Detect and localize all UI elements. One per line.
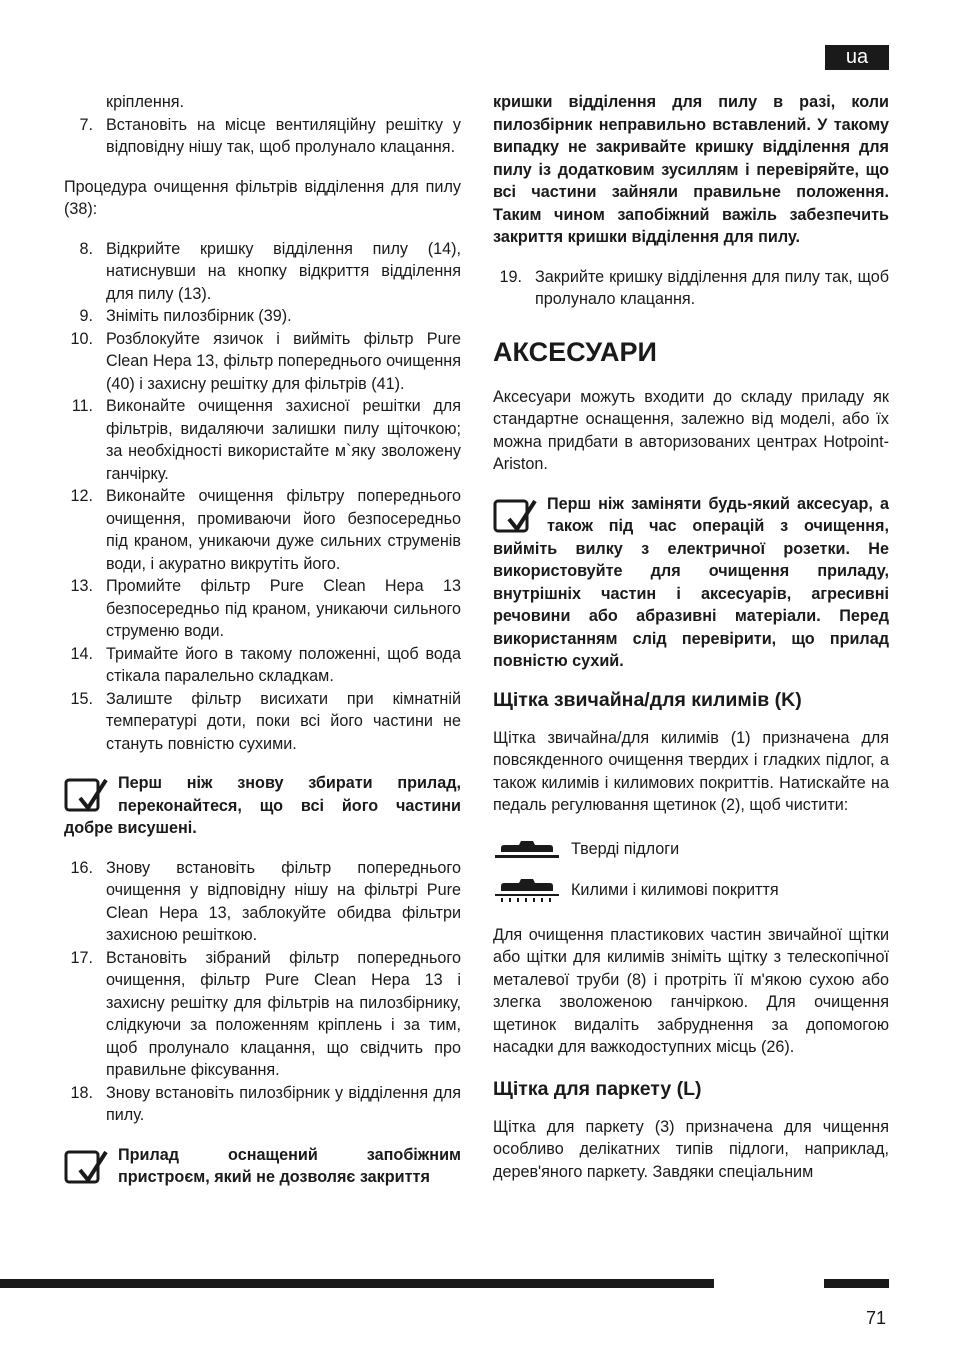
step-number: 19.: [499, 267, 522, 286]
step-number: 14.: [70, 644, 93, 663]
list-item: [64, 305, 461, 328]
step-number: 17.: [70, 948, 93, 967]
list-item: [64, 643, 461, 688]
list-item: [64, 1082, 461, 1127]
list-item: [64, 688, 461, 756]
page-number: 71: [866, 1308, 887, 1328]
step-text: Розблокуйте язичок і вийміть фільтр Pure Clean Hepa 13, фільтр попереднього очищення (40) і захисну решітку для фільтрів (41).: [106, 329, 461, 393]
checkmark-note-icon: [64, 776, 110, 816]
step-text: Виконайте очищення захисної решітки для фільтрів, видаляючи залишки пилу щіточкою; за необхідності використайте м`яку зволожену ганчірку.: [106, 397, 461, 483]
step-number: 18.: [70, 1083, 93, 1102]
step-text: Закрийте кришку відділення для пилу так, щоб пролунало клацання.: [535, 267, 889, 308]
step-number: 8.: [79, 239, 93, 258]
step-text: Промийте фільтр Pure Clean Hepa 13 безпосередньо під краном, уникаючи сильного струменю води.: [106, 577, 461, 640]
left-column: [64, 91, 461, 1189]
list-item: [64, 947, 461, 1082]
list-item: [493, 266, 889, 311]
note-continuation: кришки відділення для пилу в разі, коли пилозбірник неправильно вставлений. У такому випадку не закривайте кришку відділення для пилу із додатковим зусиллям і перевіряйте, що всі частини зайняли правильне положення. Таким чином запобіжний важіль забезпечить закриття кришки відділення для пилу.: [493, 93, 889, 246]
list-item: [64, 395, 461, 485]
steps-list-close: [493, 266, 889, 311]
step-text: Залиште фільтр висихати при кімнатній температурі доти, поки всі його частини не стануть повністю сухими.: [106, 689, 461, 753]
list-item: [64, 91, 461, 114]
list-item: [64, 485, 461, 575]
carpet-option: [493, 875, 889, 907]
step-number: 10.: [70, 329, 93, 348]
section-title: АКСЕСУАРИ: [493, 336, 657, 367]
note-safety-device: [64, 1144, 461, 1189]
carpet-label: Килими і килимові покриття: [571, 881, 779, 900]
step-text: Знову встановіть фільтр попереднього очищення у відповідну нішу на фільтрі Pure Clean Hepa 13, заблокуйте обидва фільтри захисною решіткою.: [106, 858, 461, 944]
step-text: Встановіть на місце вентиляційну решітку у відповідну нішу так, щоб пролунало клацання.: [106, 115, 461, 156]
procedure-intro: Процедура очищення фільтрів відділення для пилу (38):: [64, 177, 461, 218]
steps-list-cleaning: [64, 238, 461, 756]
list-item: [64, 575, 461, 643]
step-text: Виконайте очищення фільтру попереднього очищення, промиваючи його безпосередньо під краном, уникаючи дуже сильних струменів води, і акуратно викрутіть його.: [106, 487, 461, 573]
language-badge: ua: [825, 45, 889, 70]
list-item: [64, 238, 461, 306]
note-dry-parts: [64, 772, 461, 840]
floor-brush-text: Щітка звичайна/для килимів (1) призначена для повсякденного очищення твердих і гладких підлог, а також килимів і килимових покриттів. Натискайте на педаль регулювання щетинок (2), щоб чистити:: [493, 728, 889, 814]
hard-floor-brush-icon: [493, 836, 561, 864]
step-number: 9.: [79, 307, 93, 325]
footer-rule-right: [824, 1279, 889, 1288]
parquet-brush-text: Щітка для паркету (3) призначена для чищення особливо делікатних типів підлоги, наприклад, дерев'яного паркету. Завдяки спеціальним: [493, 1117, 889, 1181]
note-text: Прилад оснащений запобіжним пристроєм, який не дозволяє закриття: [118, 1145, 461, 1186]
hard-floor-option: [493, 834, 889, 866]
step-text: Зніміть пилозбірник (39).: [106, 307, 292, 325]
list-item: [64, 114, 461, 159]
step-number: 16.: [70, 858, 93, 877]
steps-list-top: [64, 91, 461, 159]
subsection-title-parquet-brush: Щітка для паркету (L): [493, 1077, 702, 1100]
steps-list-assembly: [64, 857, 461, 1127]
subsection-title-floor-brush: Щітка звичайна/для килимів (K): [493, 688, 802, 711]
step-text: Встановіть зібраний фільтр попереднього очищення, фільтр Pure Clean Hepa 13 і захисну решітку для фільтрів на пилозбірнику, слідкуючи за положенням кріплень і за тим, щоб пролунало клацання, що свідчить про правильне фіксування.: [106, 948, 461, 1079]
step-number: 7.: [79, 115, 93, 134]
step-number: 11.: [71, 397, 93, 415]
step-number: 13.: [70, 577, 93, 595]
step-text: Тримайте його в такому положенні, щоб вода стікала паралельно складкам.: [106, 644, 461, 685]
continued-text: кріплення.: [106, 93, 185, 111]
right-column: [493, 91, 889, 1183]
note-text: Перш ніж заміняти будь-який аксесуар, а також під час операцій з очищення, вийміть вилку з електричної розетки. Не використовуйте для очищення приладу, внутрішніх частин і аксесуарів, агресивні речовини або абразивні матеріали. Перед використанням слід перевірити, що прилад повністю сухий.: [493, 494, 889, 670]
step-number: 15.: [70, 689, 93, 708]
checkmark-note-icon: [493, 497, 539, 537]
hard-floor-label: Тверді підлоги: [571, 840, 680, 859]
footer-rule-left: [0, 1279, 714, 1288]
note-text: Перш ніж знову збирати прилад, переконайтеся, що всі його частини добре висушені.: [64, 774, 461, 837]
step-number: 12.: [70, 487, 93, 505]
step-text: Знову встановіть пилозбірник у відділення для пилу.: [106, 1083, 461, 1124]
carpet-brush-icon: [493, 877, 561, 905]
floor-brush-cleaning-text: Для очищення пластикових частин звичайної щітки або щітки для килимів зніміть щітку з телескопічної металевої труби (8) і протріть її м'якою сухою або злегка зволоженою ганчіркою. Для очищення щетинок видаліть забруднення за допомогою насадки для важкодоступних місць (26).: [493, 925, 889, 1056]
list-item: [64, 328, 461, 396]
list-item: [64, 857, 461, 947]
checkmark-note-icon: [64, 1148, 110, 1188]
step-text: Відкрийте кришку відділення пилу (14), натиснувши на кнопку відкриття відділення для пилу (13).: [106, 239, 461, 303]
note-unplug: [493, 493, 889, 673]
accessories-intro: Аксесуари можуть входити до складу приладу як стандартне оснащення, залежно від моделі, або їх можна придбати в авторизованих центрах Hotpoint-Ariston.: [493, 387, 889, 473]
